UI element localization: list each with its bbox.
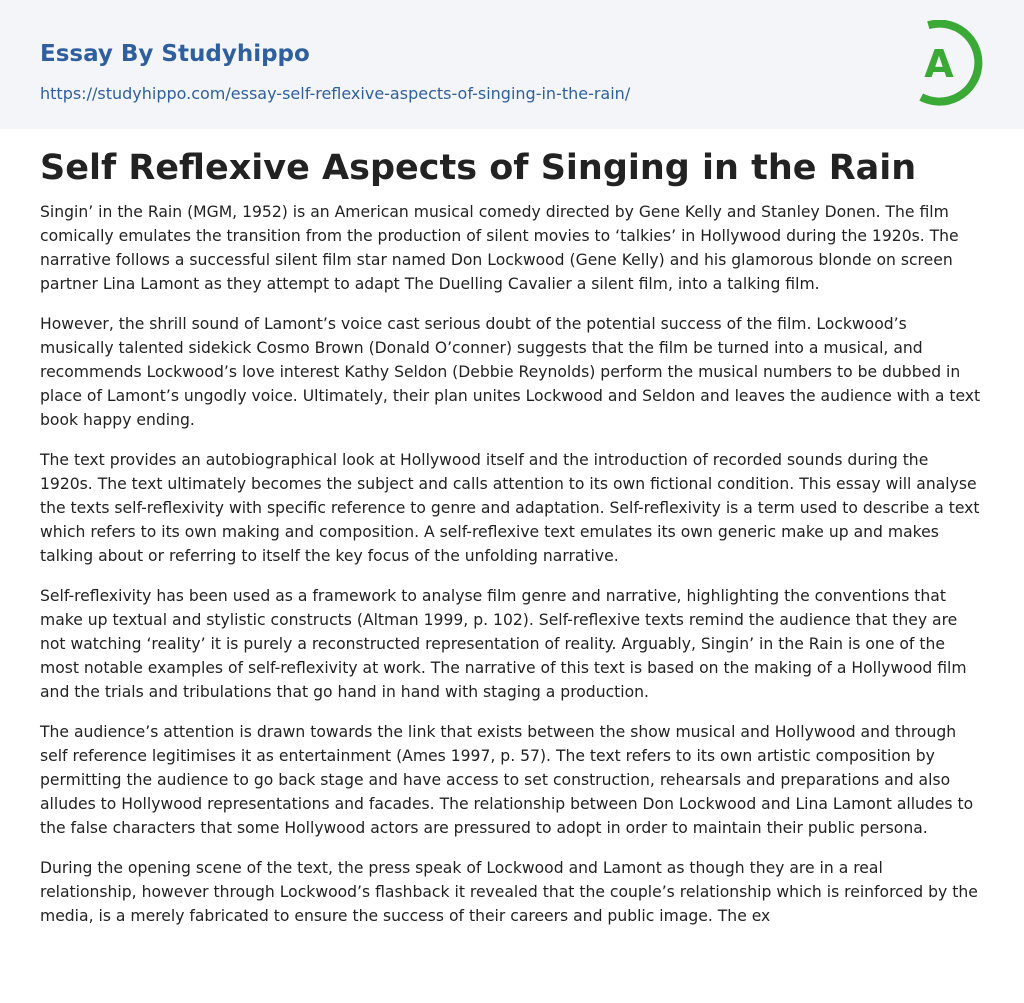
- paragraph-4: Self-reflexivity has been used as a framework to analyse film genre and narrative, highlighting the conventions that make up textual and stylistic constructs (Altman 1999, p. 102). Self-reflexive texts remind the audience that they are not watching ‘reality’ it is purely a reconstructed representation of reality. Arguably, Singin’ in the Rain is one of the most notable examples of self-reflexivity at work. The narrative of this text is based on the making of a Hollywood film and the trials and tribulations that go hand in hand with staging a production.: [40, 587, 967, 701]
- paragraph-1: Singin’ in the Rain (MGM, 1952) is an American musical comedy directed by Gene Kelly and Stanley Donen. The film comically emulates the transition from the production of silent movies to ‘talkies’ in Hollywood during the 1920s. The narrative follows a successful silent film star named Don Lockwood (Gene Kelly) and his glamorous blonde on screen partner Lina Lamont as they attempt to adapt The Duelling Cavalier a silent film, into a talking film.: [40, 203, 959, 293]
- site-header: [0, 0, 1024, 129]
- article: [0, 147, 1024, 928]
- paragraph-3: The text provides an autobiographical look at Hollywood itself and the introduction of recorded sounds during the 1920s. The text ultimately becomes the subject and calls attention to its own fictional condition. This essay will analyse the texts self-reflexivity with specific reference to genre and adaptation. Self-reflexivity is a term used to describe a text which refers to its own making and composition. A self-reflexive text emulates its own generic make up and makes talking about or referring to itself the key focus of the unfolding narrative.: [40, 451, 980, 565]
- essay-title: Self Reflexive Aspects of Singing in the Rain: [40, 148, 917, 188]
- paragraph-5: The audience’s attention is drawn towards the link that exists between the show musical and Hollywood and through self reference legitimises it as entertainment (Ames 1997, p. 57). The text refers to its own artistic composition by permitting the audience to go back stage and have access to set construction, rehearsals and preparations and also alludes to Hollywood representations and facades. The relationship between Don Lockwood and Lina Lamont alludes to the false characters that some Hollywood actors are pressured to adopt in order to maintain their public persona.: [40, 723, 974, 837]
- paragraph-2: However, the shrill sound of Lamont’s voice cast serious doubt of the potential success of the film. Lockwood’s musically talented sidekick Cosmo Brown (Donald O’conner) suggests that the film be turned into a musical, and recommends Lockwood’s love interest Kathy Seldon (Debbie Reynolds) perform the musical numbers to be dubbed in place of Lamont’s ungodly voice. Ultimately, their plan unites Lockwood and Seldon and leaves the audience with a text book happy ending.: [40, 315, 981, 429]
- studyhippo-logo-icon[interactable]: [898, 20, 986, 106]
- logo-letter: A: [924, 42, 954, 86]
- site-brand[interactable]: Essay By Studyhippo: [40, 41, 310, 67]
- essay-url-link[interactable]: https://studyhippo.com/essay-self-reflexive-aspects-of-singing-in-the-rain/: [40, 84, 631, 103]
- paragraph-6: During the opening scene of the text, the press speak of Lockwood and Lamont as though they are in a real relationship, however through Lockwood’s flashback it revealed that the couple’s relationship which is reinforced by the media, is a merely fabricated to ensure the success of their careers and public image. The ex: [40, 859, 978, 925]
